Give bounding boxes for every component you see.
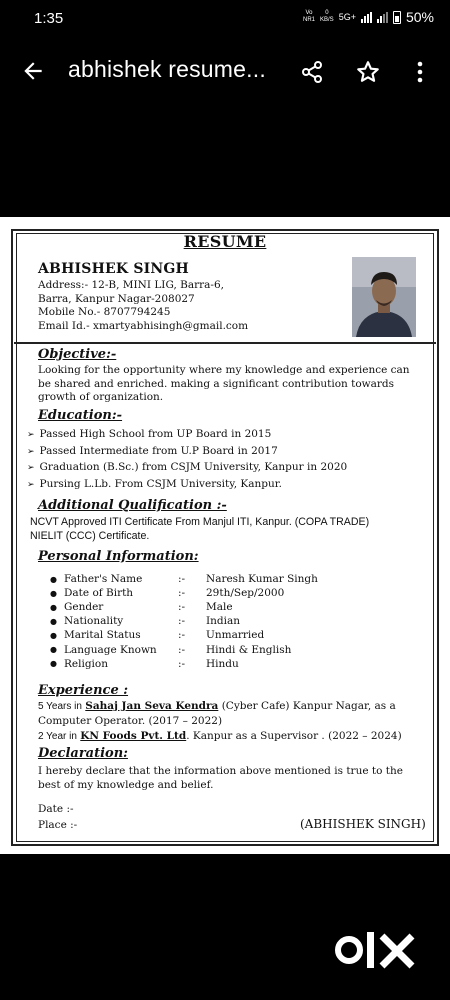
personal-info-label: Date of Birth — [64, 587, 134, 600]
personal-info-separator: :- — [178, 573, 186, 586]
personal-info-row — [50, 572, 318, 586]
experience-duration: 2 Year in — [38, 731, 77, 742]
bullet-icon: ● — [50, 588, 57, 598]
experience-details: . Kanpur as a Supervisor . (2022 – 2024) — [186, 730, 402, 742]
candidate-name: ABHISHEK SINGH — [38, 261, 189, 277]
personal-info-label: Marital Status — [64, 629, 141, 642]
contact-line: Address:- 12-B, MINI LIG, Barra-6, — [38, 279, 224, 291]
personal-info-separator: :- — [178, 587, 186, 600]
personal-info-label: Language Known — [64, 643, 157, 656]
document-title: abhishek resume... — [68, 56, 266, 82]
bullet-icon: ● — [50, 616, 57, 626]
list-item: ➢ Pursing L.Lb. From CSJM University, Kanpur. — [27, 477, 347, 494]
bullet-icon: ● — [50, 602, 57, 612]
personal-info-row — [50, 600, 318, 614]
signature: (ABHISHEK SINGH) — [300, 817, 426, 831]
declaration-title: Declaration: — [38, 746, 128, 761]
personal-info-value: Unmarried — [206, 629, 265, 642]
contact-line: Barra, Kanpur Nagar-208027 — [38, 292, 195, 305]
signal-icon-2 — [377, 12, 388, 23]
objective-title: Objective:- — [38, 347, 117, 362]
list-item: ➢ Passed Intermediate from U.P Board in 2017 — [27, 444, 347, 461]
bullet-icon: ● — [50, 659, 57, 669]
personal-info-separator: :- — [178, 601, 186, 614]
personal-info-value: Indian — [206, 615, 241, 628]
experience-item — [38, 729, 418, 744]
contact-block — [38, 279, 248, 334]
personal-info-value: Naresh Kumar Singh — [206, 573, 318, 586]
personal-info-value: Hindi & English — [206, 643, 292, 656]
personal-info-row — [50, 614, 318, 628]
star-icon[interactable] — [355, 59, 381, 85]
personal-info-label: Gender — [64, 601, 104, 614]
personal-info-separator: :- — [178, 629, 186, 642]
objective-text: Looking for the opportunity where my knowledge and experience can be shared and enriched. making a significant contribution towards growth of organization. — [38, 364, 410, 404]
battery-level: 50% — [405, 9, 434, 25]
qualification-line: NCVT Approved ITI Certificate From Manjul ITI, Kanpur. (COPA TRADE) — [30, 516, 370, 528]
network-type: 5G+ — [338, 12, 356, 22]
app-bar — [0, 46, 450, 98]
list-item: ➢ Graduation (B.Sc.) from CSJM University, Kanpur in 2020 — [27, 460, 347, 477]
bullet-icon: ● — [50, 630, 57, 640]
personal-info-row — [50, 642, 318, 656]
contact-line: Email Id.- xmartyabhisingh@gmail.com — [38, 320, 249, 333]
status-icons — [303, 9, 434, 25]
more-vert-icon[interactable] — [410, 59, 430, 85]
education-title: Education:- — [38, 408, 123, 423]
experience-org: KN Foods Pvt. Ltd — [80, 730, 187, 742]
share-icon[interactable] — [300, 60, 324, 84]
personal-info-value: Male — [206, 601, 233, 614]
personal-info-label: Father's Name — [64, 573, 143, 586]
profile-photo — [352, 257, 416, 337]
experience-org: Sahaj Jan Seva Kendra — [85, 700, 219, 712]
personal-info-row — [50, 628, 318, 642]
date-label: Date :- — [38, 803, 74, 815]
status-time: 1:35 — [34, 10, 64, 27]
list-item: ➢ Passed High School from UP Board in 2015 — [27, 427, 347, 444]
status-bar — [0, 0, 450, 38]
contact-line: Mobile No.- 8707794245 — [38, 306, 171, 319]
personal-info-row — [50, 586, 318, 600]
network-speed: 0 KB/S — [320, 10, 334, 23]
experience-item — [38, 699, 418, 728]
additional-qualification-title: Additional Qualification :- — [38, 498, 227, 513]
personal-info-value: 29th/Sep/2000 — [206, 587, 285, 600]
experience-title: Experience : — [38, 683, 129, 698]
personal-info-label: Religion — [64, 657, 108, 670]
battery-icon — [393, 11, 401, 24]
place-label: Place :- — [38, 819, 78, 831]
bullet-icon: ● — [50, 574, 57, 584]
personal-info-label: Nationality — [64, 615, 124, 628]
olx-logo — [334, 928, 418, 972]
bullet-icon: ● — [50, 645, 57, 655]
experience-duration: 5 Years in — [38, 701, 82, 712]
qualification-line: NIELIT (CCC) Certificate. — [30, 530, 150, 542]
personal-info-title: Personal Information: — [38, 549, 199, 564]
declaration-text: I hereby declare that the information above mentioned is true to the best of my knowledge and belief. — [38, 765, 403, 791]
personal-info-separator: :- — [178, 657, 186, 670]
section-divider — [14, 342, 436, 344]
personal-info-separator: :- — [178, 643, 186, 656]
education-list — [27, 427, 347, 493]
additional-qualification-text — [30, 515, 430, 543]
back-arrow-icon[interactable] — [20, 58, 46, 84]
personal-info-table — [50, 572, 318, 671]
personal-info-value: Hindu — [206, 657, 239, 670]
signal-icon — [361, 12, 372, 23]
personal-info-row — [50, 657, 318, 671]
resume-heading: RESUME — [183, 232, 267, 251]
volte-indicator: Vo NR1 — [303, 10, 316, 23]
experience-details: (Cyber Cafe) Kanpur Nagar, as a Computer Operator. (2017 – 2022) — [38, 700, 396, 727]
personal-info-separator: :- — [178, 615, 186, 628]
